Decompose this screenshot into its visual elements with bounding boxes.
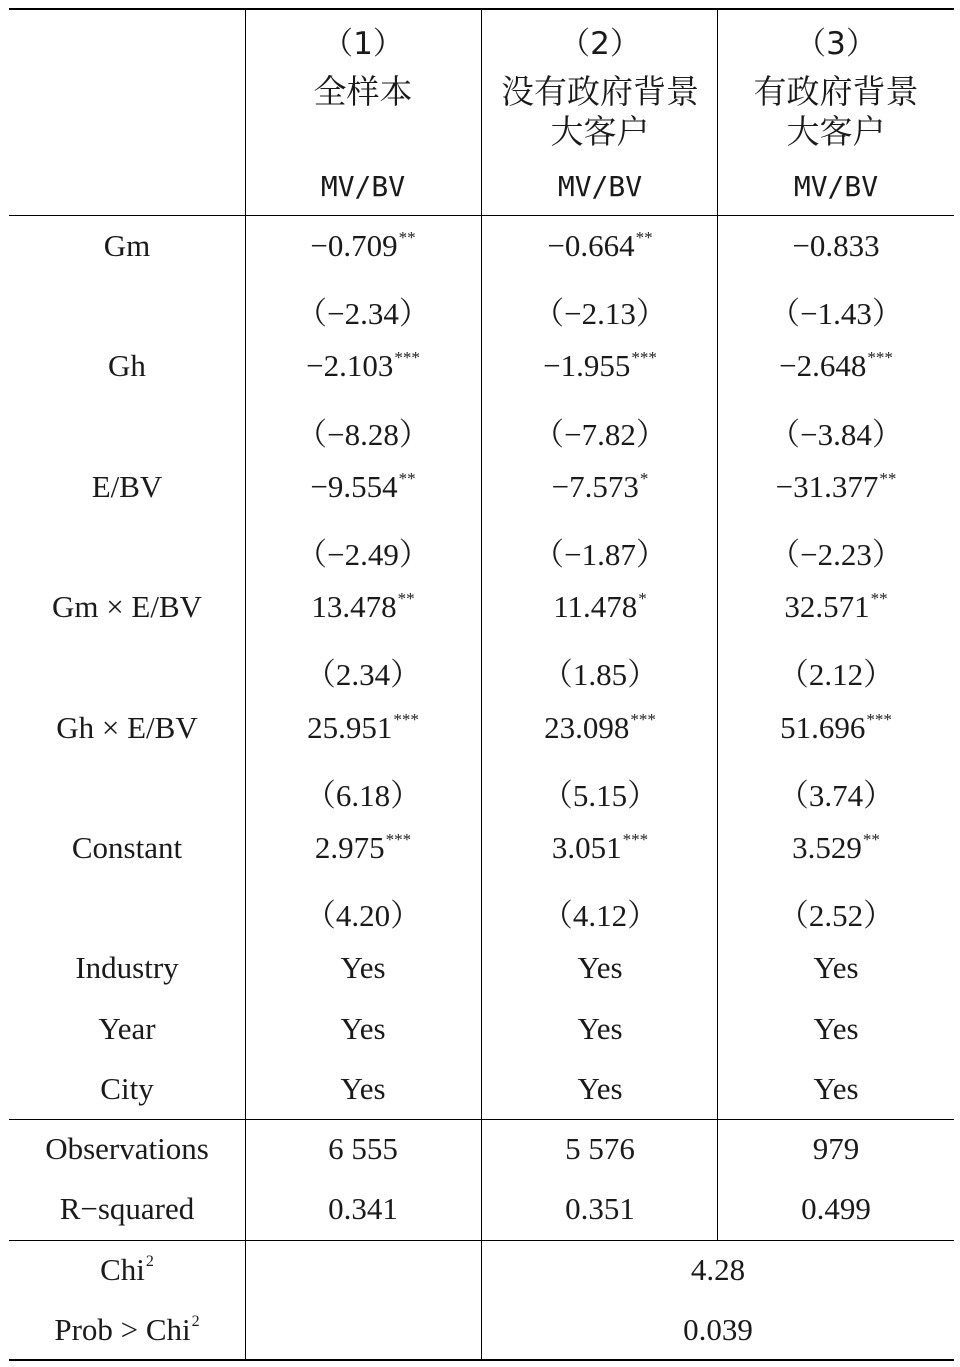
column-number: （3）	[795, 26, 877, 62]
significance-stars: **	[879, 468, 897, 488]
cell-value: （−2.34）	[296, 296, 430, 332]
cell-value: Yes	[813, 950, 859, 986]
coefficient-cell	[720, 950, 952, 986]
cell-value: 13.478	[311, 589, 397, 625]
coefficient-cell	[247, 830, 479, 866]
coefficient-cell	[247, 950, 479, 986]
significance-stars: **	[635, 228, 653, 247]
cell-value: 3.051	[551, 830, 622, 865]
cell-value: −0.709	[310, 228, 398, 263]
cell-value: Yes	[340, 1070, 386, 1106]
cell-value: −0.833	[792, 228, 880, 263]
cell-value: （2.12）	[777, 657, 895, 693]
tstat-cell	[247, 649, 479, 694]
coefficient-cell	[720, 228, 952, 264]
cell-value: −7.573	[551, 468, 639, 504]
cell-value: （−2.23）	[769, 537, 903, 572]
row-label: Gm	[103, 228, 151, 263]
coefficient-cell	[247, 348, 479, 384]
tstat-cell	[484, 770, 716, 815]
significance-stars: **	[397, 589, 415, 609]
cell-value: Yes	[340, 1010, 386, 1046]
coefficient-cell	[484, 830, 716, 866]
dependent-variable: MV/BV	[793, 170, 879, 203]
coefficient-cell	[484, 228, 716, 264]
cell-value: （4.20）	[304, 898, 422, 934]
coefficient-cell	[247, 710, 479, 746]
column-divider-3	[717, 10, 718, 1240]
superscript: 2	[145, 1253, 154, 1270]
row-label: Gm × E/BV	[51, 589, 203, 625]
cell-value: （−3.84）	[769, 416, 903, 452]
column-title: 大客户	[786, 112, 886, 151]
stat-label: R−squared	[59, 1191, 195, 1226]
cell-value: （2.52）	[777, 898, 895, 934]
cell-value: 25.951	[307, 709, 393, 745]
cell-value: 2.975	[314, 830, 385, 865]
significance-stars: **	[870, 589, 888, 609]
dependent-variable: MV/BV	[320, 170, 406, 203]
coefficient-cell	[484, 950, 716, 986]
tstat-cell	[484, 288, 716, 333]
stat-value: 0.351	[565, 1191, 635, 1226]
coefficient-cell	[247, 469, 479, 505]
coefficient-cell	[247, 228, 479, 264]
column-title: 大客户	[550, 112, 650, 151]
cell-value: 32.571	[784, 589, 870, 625]
significance-stars: *	[638, 589, 647, 609]
cell-value: −9.554	[310, 468, 398, 504]
tstat-cell	[720, 649, 952, 694]
cell-value: Yes	[340, 950, 386, 986]
test-value: 4.28	[690, 1252, 746, 1287]
row-label: E/BV	[91, 468, 163, 504]
tstat-cell	[484, 649, 716, 694]
cell-value: （−2.49）	[296, 537, 430, 572]
cell-value: 3.529	[792, 830, 862, 865]
cell-value: Yes	[813, 1070, 859, 1106]
stat-value: 0.499	[801, 1191, 871, 1226]
tstat-cell	[484, 409, 716, 454]
significance-stars: ***	[385, 830, 412, 849]
test-label	[12, 1252, 242, 1288]
coefficient-cell	[484, 710, 716, 746]
cell-value: −31.377	[775, 468, 879, 504]
bottom-rule	[9, 1359, 954, 1361]
tstat-cell	[247, 409, 479, 454]
coefficient-cell	[484, 348, 716, 384]
cell-value: （−8.28）	[296, 416, 430, 452]
coefficient-cell	[484, 1071, 716, 1107]
column-title: 全样本	[313, 72, 413, 111]
row-label: City	[100, 1070, 154, 1106]
cell-value: −2.648	[779, 348, 867, 384]
cell-value: Yes	[577, 1010, 623, 1046]
tstat-cell	[720, 529, 952, 574]
column-divider-2	[481, 10, 482, 1240]
cell-value: 23.098	[544, 709, 630, 745]
coefficient-cell	[720, 469, 952, 505]
cell-value: （−1.87）	[533, 537, 667, 572]
significance-stars: *	[639, 468, 649, 488]
tstat-cell	[247, 890, 479, 935]
significance-stars: ***	[393, 709, 419, 729]
cell-value: （6.18）	[304, 777, 422, 813]
significance-stars: ***	[631, 348, 657, 368]
coefficient-cell	[247, 589, 479, 625]
cell-value: −0.664	[547, 228, 635, 263]
tstat-cell	[247, 529, 479, 574]
cell-value: （2.34）	[304, 657, 422, 693]
cell-value: 51.696	[780, 709, 866, 745]
test-value: 0.039	[683, 1312, 753, 1347]
tstat-cell	[247, 288, 479, 333]
stat-value: 5 576	[565, 1131, 635, 1166]
coefficient-cell	[484, 589, 716, 625]
coefficient-cell	[247, 1011, 479, 1047]
column-divider-1	[245, 10, 246, 1359]
coefficient-cell	[720, 830, 952, 866]
coefficient-cell	[720, 710, 952, 746]
column-title: 有政府背景	[753, 72, 919, 111]
significance-stars: ***	[867, 348, 893, 368]
test-label-text: Chi	[100, 1252, 145, 1287]
significance-stars: **	[862, 830, 880, 849]
tstat-cell	[720, 409, 952, 454]
row-label: Gh × E/BV	[56, 709, 198, 745]
tstat-cell	[484, 890, 716, 935]
row-label: Industry	[75, 950, 179, 986]
row-label: Gh	[108, 348, 146, 384]
dependent-variable: MV/BV	[557, 170, 643, 203]
column-number: （1）	[322, 26, 404, 62]
coefficient-cell	[247, 1071, 479, 1107]
coefficient-cell	[720, 1011, 952, 1047]
cell-value: −2.103	[306, 348, 394, 384]
row-label: Year	[98, 1010, 156, 1046]
cell-value: Yes	[813, 1010, 859, 1046]
coefficient-cell	[484, 1011, 716, 1047]
tstat-cell	[720, 770, 952, 815]
test-label-text: Prob > Chi	[54, 1312, 191, 1347]
significance-stars: ***	[866, 709, 892, 729]
significance-stars: ***	[622, 830, 649, 849]
superscript: 2	[191, 1313, 200, 1330]
coefficient-cell	[484, 469, 716, 505]
cell-value: （−2.13）	[533, 296, 667, 332]
cell-value: Yes	[577, 950, 623, 986]
stat-value: 0.341	[328, 1191, 398, 1226]
significance-stars: **	[398, 468, 416, 488]
row-label: Constant	[71, 830, 183, 865]
significance-stars: **	[398, 228, 416, 247]
cell-value: （3.74）	[777, 777, 895, 813]
cell-value: （−1.43）	[769, 296, 903, 332]
significance-stars: ***	[394, 348, 420, 368]
tstat-cell	[484, 529, 716, 574]
stat-value: 6 555	[328, 1131, 398, 1166]
column-title: 没有政府背景	[501, 72, 699, 111]
significance-stars: ***	[630, 709, 656, 729]
stat-label: Observations	[45, 1131, 209, 1166]
cell-value: （1.85）	[541, 657, 659, 693]
cell-value: （−7.82）	[533, 416, 667, 452]
test-label	[12, 1312, 242, 1348]
cell-value: Yes	[577, 1070, 623, 1106]
tstat-cell	[720, 890, 952, 935]
cell-value: （4.12）	[541, 898, 659, 934]
tstat-cell	[247, 770, 479, 815]
coefficient-cell	[720, 589, 952, 625]
coefficient-cell	[720, 1071, 952, 1107]
cell-value: （5.15）	[541, 777, 659, 813]
stat-value: 979	[812, 1131, 860, 1166]
column-number: （2）	[559, 26, 641, 62]
cell-value: 11.478	[553, 589, 638, 625]
coefficient-cell	[720, 348, 952, 384]
cell-value: −1.955	[543, 348, 631, 384]
tstat-cell	[720, 288, 952, 333]
